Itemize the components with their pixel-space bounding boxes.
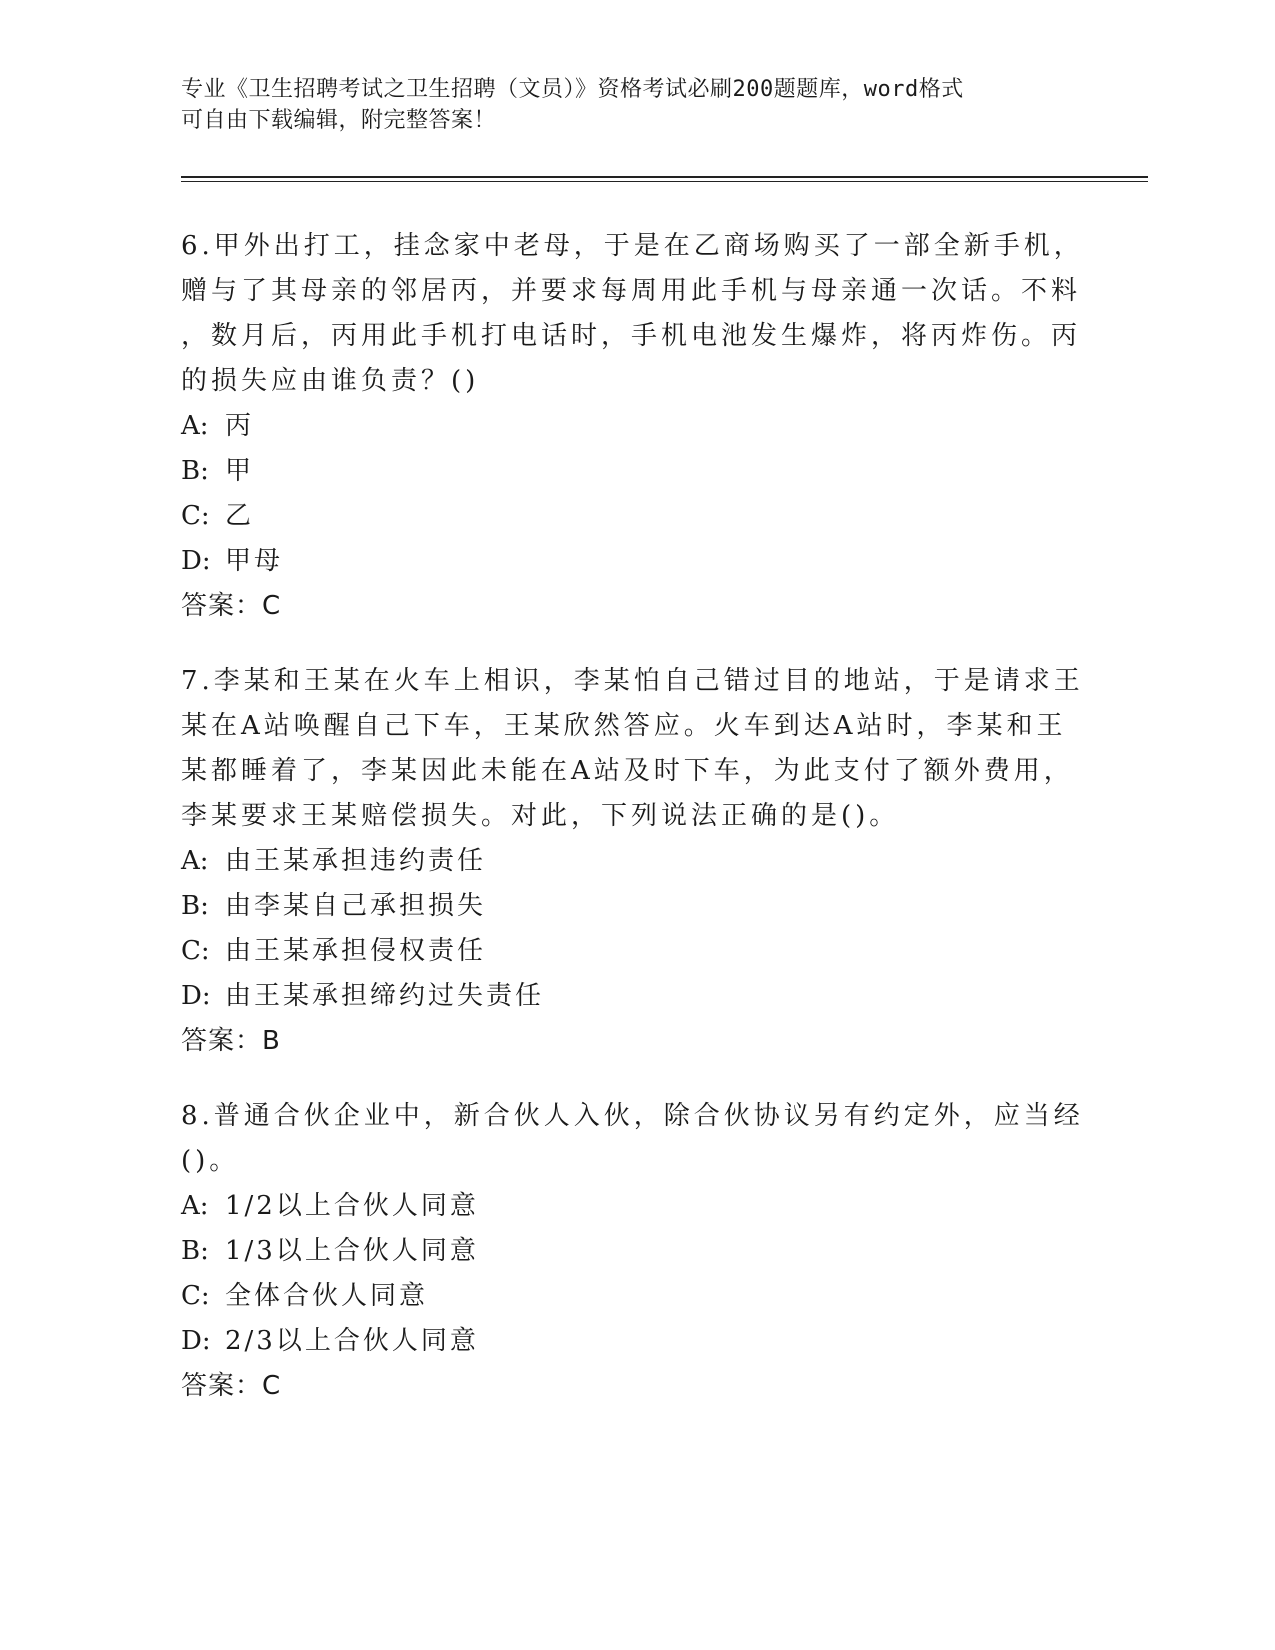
option-text: 由王某承担违约责任 [225, 846, 487, 876]
question-7 [181, 659, 1084, 1064]
header-line-2: 可自由下载编辑，附完整答案！ [181, 108, 497, 133]
option-text: 乙 [225, 501, 255, 531]
option-c [181, 494, 1061, 539]
option-key: D: [181, 981, 211, 1011]
option-a [181, 839, 1061, 884]
option-c [181, 1274, 1061, 1319]
option-d [181, 1319, 1061, 1364]
header-line-1: 专业《卫生招聘考试之卫生招聘（文员）》资格考试必刷200题题库，word格式 [181, 77, 964, 102]
option-key: C: [181, 1281, 210, 1311]
option-text: 丙 [225, 411, 255, 441]
option-d [181, 974, 1061, 1019]
option-key: C: [181, 501, 210, 531]
option-b [181, 884, 1061, 929]
option-b [181, 449, 1061, 494]
answer-line: 答案：B [181, 1026, 281, 1056]
question-text-line: ()。 [181, 1146, 240, 1176]
option-key: D: [181, 546, 211, 576]
option-d [181, 539, 1061, 584]
option-text: 2/3以上合伙人同意 [225, 1326, 479, 1356]
option-text: 甲 [225, 456, 255, 486]
option-text: 甲母 [225, 546, 284, 576]
option-key: B: [181, 891, 209, 921]
question-text-line: 8.普通合伙企业中，新合伙人入伙，除合伙协议另有约定外，应当经 [181, 1101, 1084, 1131]
option-key: B: [181, 1236, 209, 1266]
question-text-line: 赠与了其母亲的邻居丙，并要求每周用此手机与母亲通一次话。不料 [181, 276, 1082, 306]
option-key: C: [181, 936, 210, 966]
question-8 [181, 1094, 1084, 1409]
question-text-line: 的损失应由谁负责？() [181, 366, 480, 396]
option-text: 1/3以上合伙人同意 [225, 1236, 479, 1266]
question-6 [181, 224, 1084, 629]
option-key: A: [181, 411, 209, 441]
option-text: 由王某承担侵权责任 [225, 936, 487, 966]
question-text-line: 7.李某和王某在火车上相识，李某怕自己错过目的地站，于是请求王 [181, 666, 1084, 696]
question-text-line: 某在A站唤醒自己下车，王某欣然答应。火车到达A站时，李某和王 [181, 711, 1067, 741]
question-text-line: ，数月后，丙用此手机打电话时，手机电池发生爆炸，将丙炸伤。丙 [181, 321, 1082, 351]
option-c [181, 929, 1061, 974]
question-text-line: 某都睡着了，李某因此未能在A站及时下车，为此支付了额外费用， [181, 756, 1074, 786]
document-header [181, 74, 1041, 136]
option-a [181, 404, 1061, 449]
option-a [181, 1184, 1061, 1229]
question-text-line: 李某要求王某赔偿损失。对此，下列说法正确的是()。 [181, 801, 900, 831]
option-b [181, 1229, 1061, 1274]
option-text: 由王某承担缔约过失责任 [225, 981, 545, 1011]
option-key: A: [181, 1191, 209, 1221]
answer-line: 答案：C [181, 1371, 282, 1401]
option-text: 由李某自己承担损失 [225, 891, 487, 921]
option-key: A: [181, 846, 209, 876]
answer-line: 答案：C [181, 591, 282, 621]
header-divider-thick [181, 176, 1148, 178]
question-text-line: 6.甲外出打工，挂念家中老母，于是在乙商场购买了一部全新手机， [181, 231, 1084, 261]
option-key: D: [181, 1326, 211, 1356]
header-divider-thin [181, 181, 1148, 182]
option-key: B: [181, 456, 209, 486]
option-text: 1/2以上合伙人同意 [225, 1191, 479, 1221]
option-text: 全体合伙人同意 [225, 1281, 429, 1311]
